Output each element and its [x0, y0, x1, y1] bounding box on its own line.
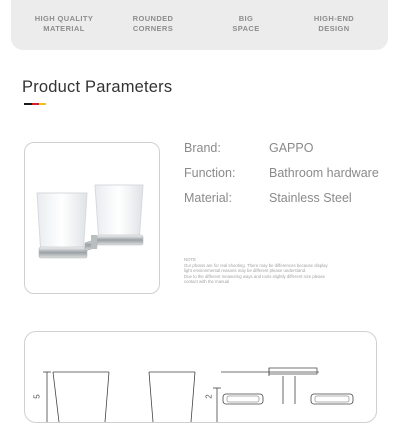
features-banner	[11, 0, 388, 50]
feature-line2: SPACE	[232, 24, 260, 33]
dimension-label-depth: 2	[204, 394, 214, 399]
feature-line2: MATERIAL	[43, 24, 85, 33]
feature-line2: DESIGN	[318, 24, 350, 33]
param-label-material: Material:	[184, 191, 232, 205]
feature-high-end-design	[289, 14, 379, 34]
page-title: Product Parameters	[22, 78, 173, 96]
feature-line2: CORNERS	[132, 24, 174, 33]
accent-segment-red	[32, 103, 39, 105]
feature-line1: ROUNDED	[132, 14, 174, 23]
feature-big-space	[201, 14, 291, 34]
param-value-function: Bathroom hardware	[269, 166, 379, 180]
tumbler-holder-image	[25, 143, 159, 293]
param-value-brand: GAPPO	[269, 141, 314, 155]
param-label-function: Function:	[184, 166, 236, 180]
feature-high-quality	[19, 14, 109, 34]
feature-line1: HIGH QUALITY	[34, 14, 94, 23]
title-accent-bar	[24, 103, 46, 105]
note-line: contact with the manual	[184, 279, 230, 285]
note-line: Our photos are for real shooting. There may be differences because display	[184, 262, 328, 268]
dimension-drawing-card[interactable]	[24, 331, 377, 423]
param-label-brand: Brand:	[184, 141, 221, 155]
param-value-material: Stainless Steel	[269, 191, 352, 205]
note-line: light environmental reasons may be different please understand.	[184, 268, 307, 274]
accent-segment-yellow	[39, 103, 46, 105]
feature-rounded-corners	[108, 14, 198, 34]
note-block	[184, 257, 374, 285]
dimension-label-height: 5	[32, 394, 42, 399]
feature-line1: HIGH-END	[313, 14, 355, 23]
product-image-card[interactable]	[24, 142, 160, 294]
feature-line1: BIG	[238, 14, 254, 23]
accent-segment-black	[24, 103, 32, 105]
note-heading: NOTE	[184, 257, 196, 262]
dimension-drawing	[25, 332, 376, 422]
note-line: Due to the different measuring ways and tools slightly different size please	[184, 273, 326, 279]
